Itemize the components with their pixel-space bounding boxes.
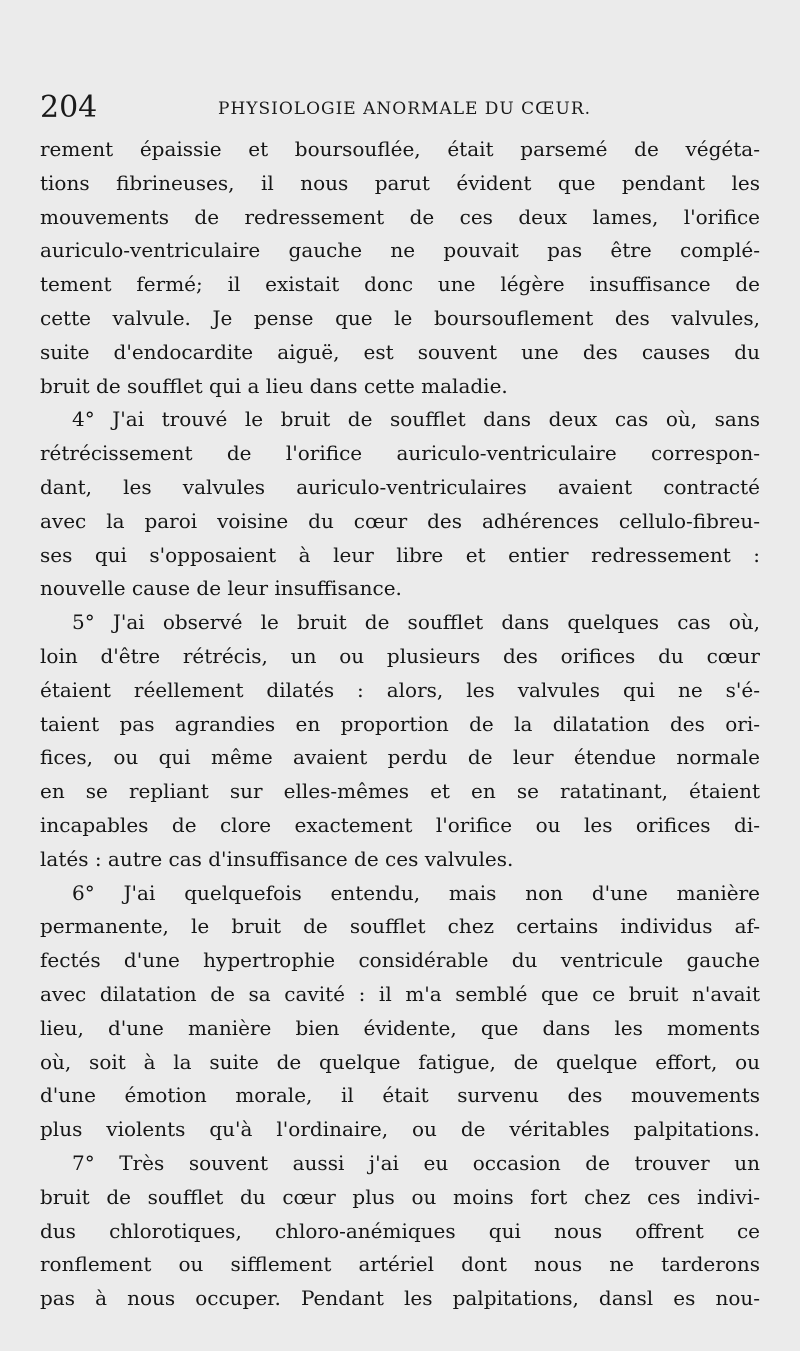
running-head: PHYSIOLOGIE ANORMALE DU CŒUR. [218, 99, 592, 119]
text-line: taient pas agrandies en proportion de la dilatation des ori- [40, 711, 760, 736]
text-line: latés : autre cas d'insuffisance de ces valvules. [40, 846, 514, 871]
text-line: nouvelle cause de leur insuffisance. [40, 576, 402, 601]
text-line: mouvements de redressement de ces deux lames, l'orifice [40, 204, 760, 229]
text-line: fectés d'une hypertrophie considérable du ventricule gauche [40, 948, 760, 973]
page-number: 204 [40, 90, 98, 125]
text-line: permanente, le bruit de soufflet chez certains individus af- [40, 914, 760, 939]
page-header [40, 88, 760, 128]
text-line: incapables de clore exactement l'orifice ou les orifices di- [40, 812, 760, 837]
text-line: lieu, d'une manière bien évidente, que dans les moments [40, 1015, 760, 1040]
text-line: auriculo-ventriculaire gauche ne pouvait pas être complé- [40, 238, 760, 263]
body-text [40, 133, 760, 1316]
text-line: ronflement ou sifflement artériel dont nous ne tarderons [40, 1252, 760, 1277]
text-line: cette valvule. Je pense que le boursouflement des valvules, [40, 305, 760, 330]
text-line: suite d'endocardite aiguë, est souvent une des causes du [40, 339, 760, 364]
text-line: étaient réellement dilatés : alors, les valvules qui ne s'é- [40, 677, 760, 702]
paragraph-start-line: 4° J'ai trouvé le bruit de soufflet dans deux cas où, sans [72, 407, 760, 432]
text-line: avec dilatation de sa cavité : il m'a semblé que ce bruit n'avait [40, 981, 760, 1006]
text-line: tions fibrineuses, il nous parut évident que pendant les [40, 170, 760, 195]
text-line: ses qui s'opposaient à leur libre et entier redressement : [40, 542, 760, 567]
paragraph-start-line: 7° Très souvent aussi j'ai eu occasion de trouver un [72, 1150, 760, 1175]
text-line: loin d'être rétrécis, un ou plusieurs des orifices du cœur [40, 643, 760, 668]
text-line: bruit de soufflet du cœur plus ou moins fort chez ces indivi- [40, 1184, 760, 1209]
text-line: dus chlorotiques, chloro-anémiques qui nous offrent ce [40, 1218, 760, 1243]
text-line: en se repliant sur elles-mêmes et en se ratatinant, étaient [40, 779, 760, 804]
text-line: dant, les valvules auriculo-ventriculaires avaient contracté [40, 474, 760, 499]
text-line: avec la paroi voisine du cœur des adhérences cellulo-fibreu- [40, 508, 760, 533]
text-line: rétrécissement de l'orifice auriculo-ventriculaire correspon- [40, 441, 760, 466]
text-line: rement épaissie et boursouflée, était parsemé de végéta- [40, 137, 760, 161]
text-line: plus violents qu'à l'ordinaire, ou de véritables palpitations. [40, 1117, 760, 1142]
text-line: où, soit à la suite de quelque fatigue, de quelque effort, ou [40, 1049, 760, 1074]
text-line: pas à nous occuper. Pendant les palpitations, dansl es nou- [40, 1286, 760, 1311]
paragraph-start-line: 5° J'ai observé le bruit de soufflet dans quelques cas où, [72, 610, 760, 635]
text-line: fices, ou qui même avaient perdu de leur étendue normale [40, 745, 760, 770]
text-line: d'une émotion morale, il était survenu des mouvements [40, 1083, 760, 1108]
text-line: tement fermé; il existait donc une légère insuffisance de [40, 272, 760, 297]
text-line: bruit de soufflet qui a lieu dans cette maladie. [40, 373, 508, 398]
paragraph-start-line: 6° J'ai quelquefois entendu, mais non d'une manière [72, 880, 760, 905]
